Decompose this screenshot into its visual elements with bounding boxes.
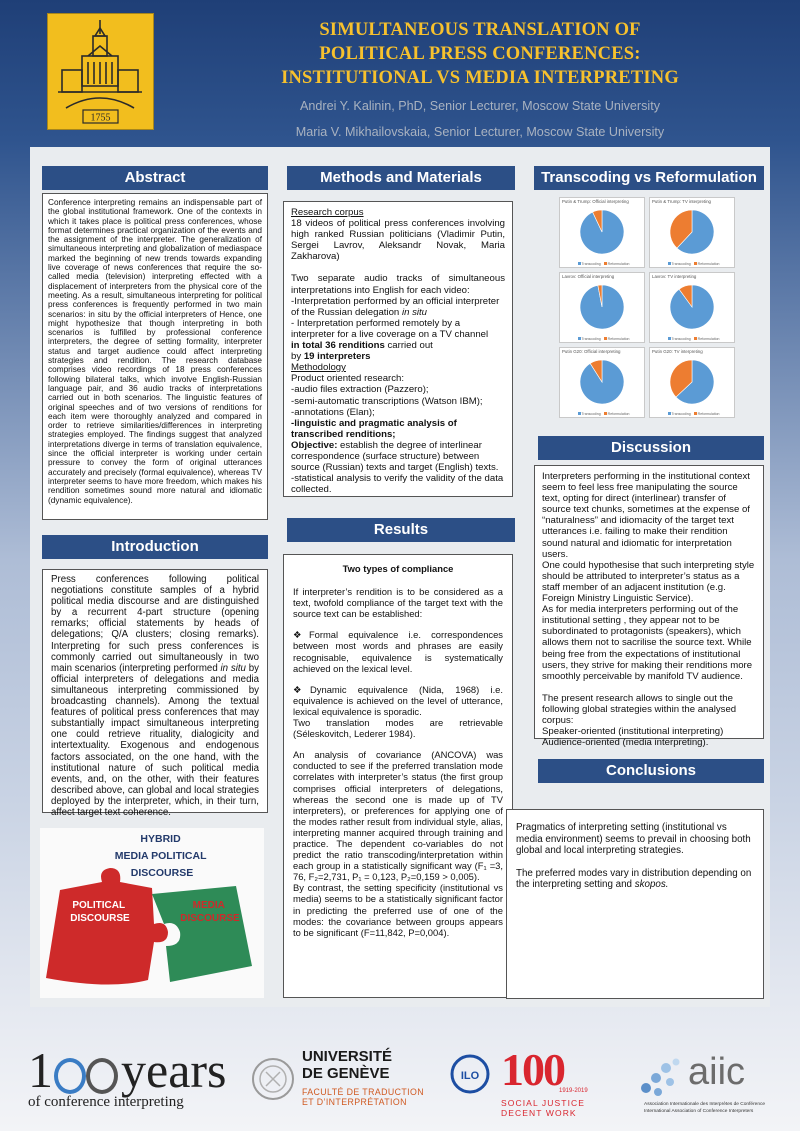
corpus-heading: Research corpus — [291, 207, 364, 218]
legend-label: Transcoding — [581, 262, 601, 266]
results-paragraph: ❖Formal equivalence i.e. correspondences between most words and phrases are easily recognisable, equivalence is systematically achieved on the lexical level. — [293, 629, 503, 674]
pie-chart-title: Lavrov: Official interpreting — [562, 274, 615, 279]
legend-swatch — [668, 262, 671, 265]
results-paragraph: If interpreter’s rendition is to be considered as a text, twofold compliance of the target text with the source text can be established: — [293, 586, 503, 620]
results-paragraph: An analysis of covariance (ANCOVA) was conducted to see if the preferred translation mode correlates with interpreter’s status (the first group comprises official interpreters of delegations, whereas the second one is made up of TV interpreters), or preferences for applying one of the modes rather result from individual style, alias, interpreting manner acquired through training and practice. The dependent co-variables do not predict the ratio transcoding/interpretation within each group in a statistically significant way (F₁ =3, 76, F₂=2,731, P₁ = 0,123, P₂=0,159 > 0,005). — [293, 749, 503, 883]
pie-legend — [560, 337, 644, 341]
pie-chart — [650, 205, 734, 261]
results-paragraph: ❖Dynamic equivalence (Nida, 1968) i.e. equivalence is achieved on the level of utterance, lexical equivalence is sporadic. — [293, 683, 503, 717]
introduction-header: Introduction — [42, 535, 268, 559]
pie-chart-card — [559, 197, 645, 268]
pie-chart — [560, 355, 644, 411]
discussion-paragraph: Interpreters performing in the institutional context seem to feel less free manipulating the source text, opting for direct (interlinear) transfer of source text chunks, sometimes at the expense of “naturalness” and idiomacity of the target text utterances i.e. failing to make their rendition sound natural and idiomatic for interpretation users. — [542, 471, 750, 560]
pie-legend — [650, 337, 734, 341]
unige-logo — [252, 1048, 432, 1118]
conclusion-paragraph: Pragmatics of interpreting setting (institutional vs media environment) seems to prevail in choosing both global and local interpreting strategies. — [516, 822, 751, 856]
method-line: -statistical analysis to verify the validity of the data collected. — [291, 473, 504, 496]
unige-name: UNIVERSITÉ DE GENÈVE — [302, 1048, 393, 1082]
title-line: POLITICAL PRESS CONFERENCES: — [319, 44, 641, 64]
results-subheading: Two types of compliance — [342, 563, 454, 574]
pie-legend — [560, 412, 644, 416]
title-line: INSTITUTIONAL VS MEDIA INTERPRETING — [281, 68, 679, 88]
legend-label: Transcoding — [581, 337, 601, 341]
ilo-100-logo — [445, 1044, 615, 1122]
intro-text: Press conferences following political negotiations constitute samples of a hybrid political media discourse and are distinguished by a recurrent 4-part structure (opening remarks; official statements by heads of delegations; Q/A clusters; closing remarks). Interpreting for such press conferences is commonly carried out simultaneously in two main scenarios (interpreting performed — [51, 574, 259, 674]
legend-swatch — [604, 412, 607, 415]
pie-chart-card — [559, 272, 645, 343]
puzzle-illustration — [40, 828, 264, 998]
aiic-logo — [632, 1048, 794, 1124]
method-line: in total 36 renditions carried out — [291, 340, 433, 352]
legend-label: Transcoding — [671, 412, 691, 416]
results-box — [283, 554, 513, 998]
legend-swatch — [694, 412, 697, 415]
pie-chart-card — [649, 197, 735, 268]
puzzle-left-line: DISCOURSE — [70, 913, 130, 924]
discussion-paragraph: The present research allows to single out the following global strategies within the analysed corpus: — [542, 692, 737, 726]
legend-label: Transcoding — [671, 262, 691, 266]
pie-legend — [560, 262, 644, 266]
ilo-years: 1919-2019 — [559, 1088, 588, 1094]
legend-label: Reformulation — [607, 262, 630, 266]
pie-legend — [650, 262, 734, 266]
legend-swatch — [578, 412, 581, 415]
abstract-box: Conference interpreting remains an indispensable part of the global institutional framework. One of the contexts in which it takes place is political press conferences, whose format determines practical organization of the events and the assignment of the interpreter. The generalization of simultaneous interpreting and globalization of mediaspace marked the beginning of new trends towards expanding live coverage of news conferences that require the so-called media (television) interpreting effected with a displacement of interpreters from the physical core of the meeting. As a result, simultaneous interpreting for political press conferences is frequently performed in two main scenarios: in situ by the official interpreters of Hence, one might hypothesize that though interpreting in both scenarios is fulfilled by professional conference interpreters, the degree of setting formality, interpreter status and target audience could affect interpreting strategies and rendition. The research database comprises video recordings of 18 press conferences following bilateral talks, which involve English-Russian language pair, and 36 audio tracks of interpretations carried out in both scenarios. The linguistic features of original speeches and of two versions of renditions for each item were thoroughly analyzed and compared in order to retrieve similarities/differences in interpreting strategies employed. The findings suggest that analyzed interpretations diverge in terms of translation equivalence, since the official interpreter is working under certain pressure to convey the form of original utterances accurately and precisely (formal equivalence), whereas TV interpreter seems to have more freedom, which makes his rendition sometimes sound more natural and idiomatic (dynamic equivalence). — [42, 193, 268, 520]
corpus-text: 18 videos of political press conferences involving high ranked Russian politicians (Vladimir Putin, Sergei Lavrov, Aleksandr Novak, Maria Zakharova) — [291, 218, 505, 263]
conclusion-paragraph: The preferred modes vary in distribution depending on the interpreting setting and skopos. — [516, 867, 752, 890]
method-line: -audio files extraction (Pazzero); — [291, 384, 429, 396]
transcoding-header: Transcoding vs Reformulation — [534, 166, 764, 190]
legend-label: Reformulation — [697, 412, 720, 416]
legend-label: Reformulation — [607, 337, 630, 341]
100-years-logo — [28, 1044, 238, 1124]
puzzle-top-line: DISCOURSE — [130, 867, 194, 879]
results-paragraph: By contrast, the setting specificity (institutional vs media) seems to be a statistically significant factor in predicting the preferred use of one of the modes: the covariance between groups appears to be significant (F=11,842, P=0,004). — [293, 882, 503, 938]
author-1: Andrei Y. Kalinin, PhD, Senior Lecturer, Moscow State University — [299, 99, 661, 113]
method-line: -linguistic and pragmatic analysis of transcribed renditions; — [291, 417, 457, 440]
pie-chart-title: Lavrov: TV interpreting — [652, 274, 697, 279]
ilo-100: 100 — [501, 1044, 564, 1095]
legend-label: Reformulation — [607, 412, 630, 416]
legend-label: Reformulation — [697, 337, 720, 341]
abstract-header: Abstract — [42, 166, 268, 190]
results-header: Results — [287, 518, 515, 542]
intro-text-cont: by official interpreters of delegations and media simultaneous interpreting commissioned by broadcasting channels). Among the textual features of political press conferences that may substantially impact simultaneous interpreting one could retrieve rituality, dialogicity and intertextuality. Exogenous and endogenous factors associated, on the one hand, with the institutional nature of such political media events, and, on the other, with their features described above, can global and local strategies deployed by the interpreter, which, in their turn, affect target text coherence. — [51, 662, 259, 818]
pie-chart-card — [649, 272, 735, 343]
ilo-globe-icon — [445, 1052, 499, 1098]
logo-year: 1755 — [90, 112, 111, 124]
pie-chart-card — [649, 347, 735, 418]
discussion-paragraph: As for media interpreters performing out of the institutional setting , they appear not to be subordinated to protagonists (speakers), which allows them not to sacrilise the source text. While being free from the expectations of institutional users, they strive for making their renditions more smoothly perceivable by manifold TV audience. — [542, 604, 753, 682]
objective-text: Objective: establish the degree of interlinear correspondence (surface structure) between source (Russian) texts and target (English) texts. — [291, 439, 499, 474]
results-paragraph: Two translation modes are retrievable (Séleskovitch, Lederer 1984). — [293, 717, 503, 740]
methodology-heading: Methodology — [291, 362, 346, 374]
years-subtitle: of conference interpreting — [28, 1094, 184, 1110]
discussion-box — [534, 465, 764, 749]
discussion-paragraph: One could hypothesise that such interpreting style should be attributed to interpreter’s status as a staff member of an adjacent institution (e.g. Foreign Ministry Linguistic Service). — [542, 559, 755, 605]
years-one: 1 — [28, 1042, 53, 1098]
discussion-header: Discussion — [538, 436, 764, 460]
years-word: years — [121, 1042, 227, 1098]
title-line: SIMULTANEOUS TRANSLATION OF — [319, 20, 641, 40]
legend-swatch — [604, 262, 607, 265]
method-line: by 19 interpreters — [291, 351, 371, 363]
conclusions-header: Conclusions — [538, 759, 764, 783]
msu-building-icon — [48, 14, 153, 129]
pie-chart — [650, 280, 734, 336]
discussion-paragraph: Audience-oriented (media interpreting). — [542, 737, 709, 749]
pie-chart — [560, 205, 644, 261]
puzzle-left-line: POLITICAL — [72, 900, 125, 911]
legend-swatch — [578, 337, 581, 340]
legend-swatch — [668, 337, 671, 340]
method-line: Product oriented research: — [291, 373, 405, 385]
method-line: -annotations (Elan); — [291, 406, 375, 418]
puzzle-right-line: MEDIA — [192, 900, 225, 911]
legend-swatch — [694, 337, 697, 340]
legend-swatch — [668, 412, 671, 415]
unige-faculty: FACULTÉ DE TRADUCTION ET D’INTERPRÉTATION — [302, 1087, 424, 1107]
unige-seal-icon — [252, 1050, 294, 1108]
puzzle-top-line: HYBRID — [140, 833, 181, 845]
pie-chart-card — [559, 347, 645, 418]
tracks-text: Two separate audio tracks of simultaneous interpretations into English for each video: — [291, 273, 505, 296]
pie-legend — [650, 412, 734, 416]
legend-swatch — [604, 337, 607, 340]
poster-title — [190, 18, 770, 90]
intro-in-situ: in situ — [220, 662, 246, 674]
pie-chart-title: Putin & Trump: Official interpreting — [562, 199, 629, 204]
pie-chart-grid — [559, 197, 735, 419]
author-2: Maria V. Mikhailovskaia, Senior Lecturer, Moscow State University — [295, 125, 665, 139]
methods-header: Methods and Materials — [287, 166, 515, 190]
pie-chart-title: Putin & Trump: TV interpreting — [652, 199, 711, 204]
ilo-motto: SOCIAL JUSTICE DECENT WORK — [501, 1098, 586, 1118]
legend-swatch — [578, 262, 581, 265]
pie-chart-title: Putin G20: TV interpreting — [652, 349, 703, 354]
university-logo — [47, 13, 154, 130]
introduction-box — [42, 569, 268, 818]
pie-chart — [650, 355, 734, 411]
method-line: -Interpretation performed by an official interpreter of the Russian delegation in situ — [291, 295, 500, 318]
conclusions-box — [506, 809, 764, 999]
zero-ring-icon — [54, 1058, 86, 1094]
aiic-dots-icon — [636, 1052, 686, 1102]
discussion-paragraph: Speaker-oriented (institutional interpreting) — [542, 726, 724, 738]
legend-label: Transcoding — [671, 337, 691, 341]
aiic-subtitle: Association Internationale des Interprètes de Conférence International Association of Conference Interpreters — [644, 1102, 766, 1114]
aiic-wordmark: aiic — [688, 1051, 746, 1093]
ilo-logo-text: ILO — [460, 1070, 480, 1082]
pie-chart — [560, 280, 644, 336]
methods-box — [283, 201, 513, 497]
legend-label: Transcoding — [581, 412, 601, 416]
zero-ring-icon — [86, 1058, 118, 1094]
puzzle-right-line: DISCOURSE — [180, 913, 240, 924]
legend-swatch — [694, 262, 697, 265]
method-line: -semi-automatic transcriptions (Watson IBM); — [291, 395, 483, 407]
pie-chart-title: Putin G20: Official interpreting — [562, 349, 621, 354]
legend-label: Reformulation — [697, 262, 720, 266]
method-line: - Interpretation performed remotely by a interpreter for a live coverage on a TV channel — [291, 317, 489, 340]
puzzle-top-line: MEDIA POLITICAL — [114, 850, 207, 862]
